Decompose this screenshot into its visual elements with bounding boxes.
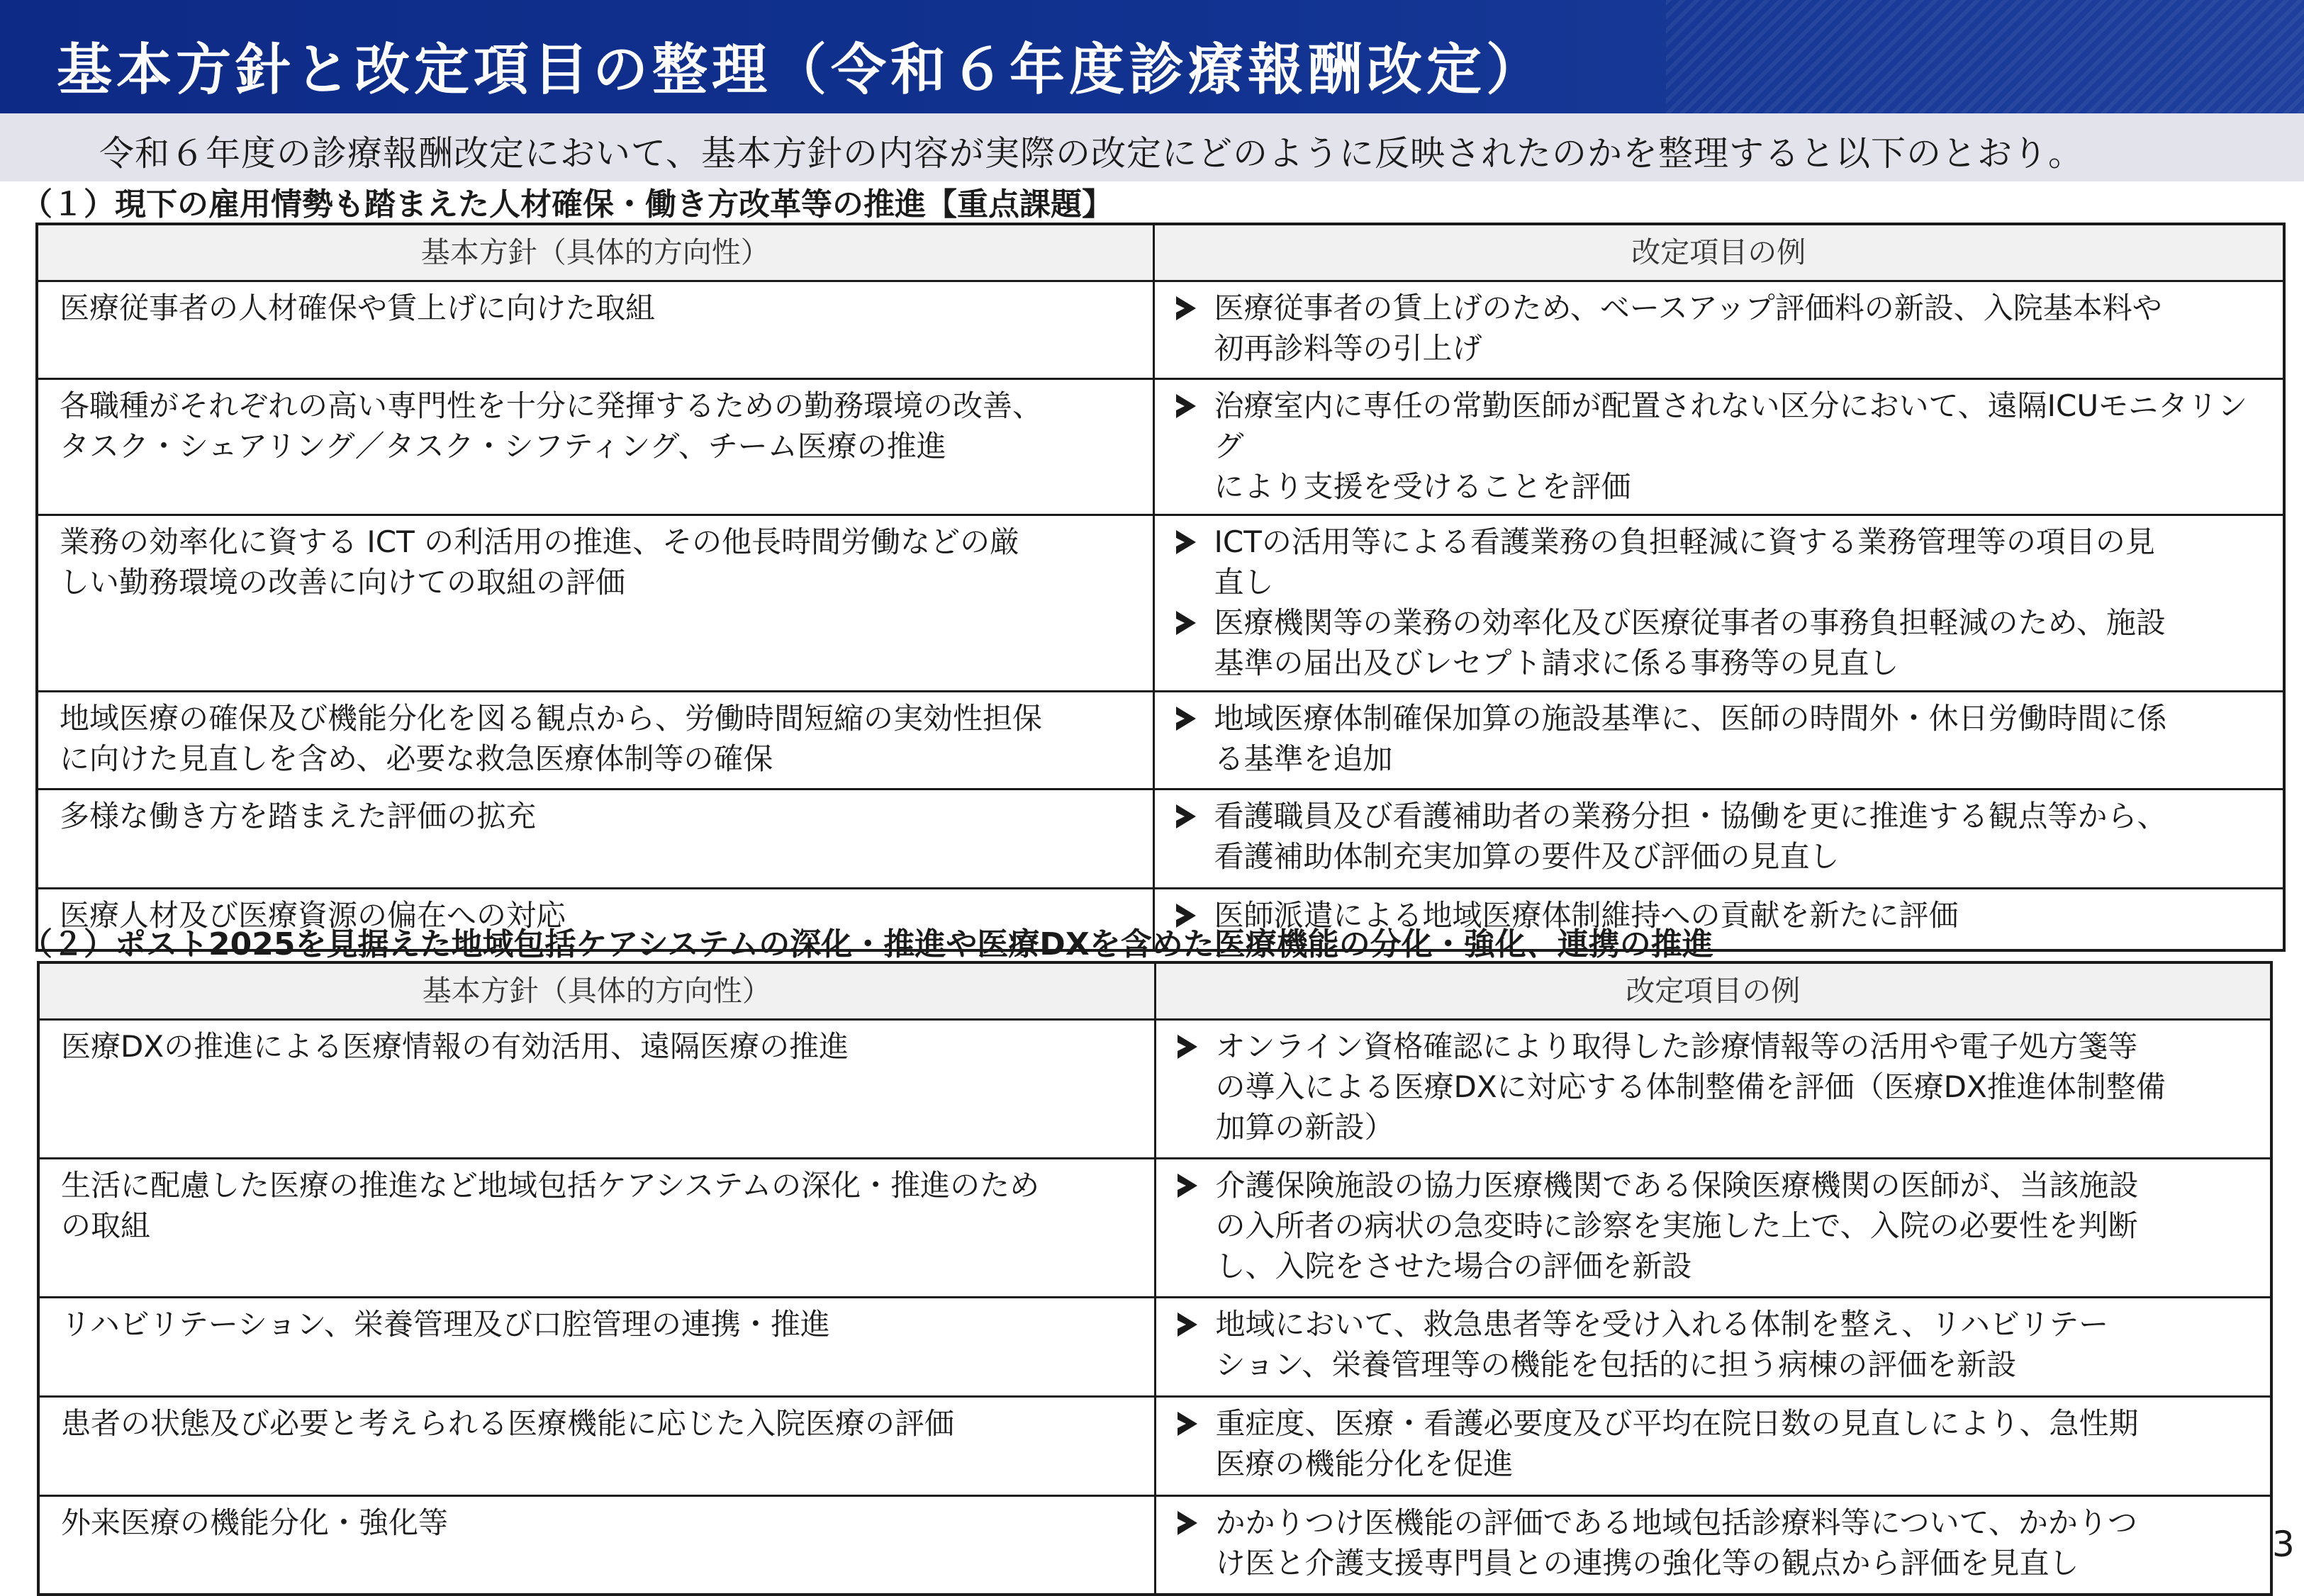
page-number: 3 [2272,1524,2295,1565]
policy-cell [37,378,1153,515]
revision-item [1176,386,2265,507]
revision-item-list [1176,698,2265,779]
policy-text-line: 医療DXの推進による医療情報の有効活用、遠隔医療の推進 [61,1028,849,1064]
revision-item-text-line: し、入院をさせた場合の評価を新設 [1215,1248,1692,1283]
revision-item-text-line: 加算の新設） [1215,1109,1394,1145]
revision-item-text-line: の導入による医療DXに対応する体制整備を評価（医療DX推進体制整備 [1215,1069,2166,1104]
column-header-items: 改定項目の例 [1153,224,2284,281]
policy-cell [37,515,1153,691]
table-row [37,378,2284,515]
section-2-table [37,961,2273,1596]
revision-item-list [1178,1304,2252,1385]
table-row [38,1495,2271,1595]
revision-item [1178,1403,2252,1484]
policy-text-line: 生活に配慮した医療の推進など地域包括ケアシステムの深化・推進のため [61,1167,1040,1203]
arrow-bullet-icon [1178,1313,1197,1337]
arrow-bullet-icon [1178,1174,1197,1198]
revision-item [1178,1026,2252,1147]
arrow-bullet-icon [1176,530,1196,554]
revision-item-list [1176,288,2265,369]
arrow-bullet-icon [1176,707,1196,731]
revision-item-text-line: ション、栄養管理等の機能を包括的に担う病棟の評価を新設 [1215,1347,2017,1382]
section-1-table [35,223,2286,952]
revision-item-list [1176,522,2265,683]
table-row [37,789,2284,888]
revision-item-list [1178,1165,2252,1286]
policy-cell [38,1019,1155,1158]
revision-items-cell [1155,1158,2271,1297]
policy-cell [37,281,1153,378]
arrow-bullet-icon [1176,611,1196,635]
revision-item-text-line: 治療室内に専任の常勤医師が配置されない区分において、遠隔ICUモニタリング [1214,388,2248,463]
table-row [37,691,2284,789]
revision-item-text-line: 初再診料等の引上げ [1214,330,1482,366]
column-header-items: 改定項目の例 [1155,962,2271,1019]
revision-item-text-line: ICTの活用等による看護業務の負担軽減に資する業務管理等の項目の見 [1214,524,2155,559]
revision-item-text-line: 医療従事者の賃上げのため、ベースアップ評価料の新設、入院基本料や [1214,290,2162,325]
revision-item-text-line: 地域医療体制確保加算の施設基準に、医師の時間外・休日労働時間に係 [1214,700,2167,736]
revision-item-list [1178,1403,2252,1484]
arrow-bullet-icon [1176,296,1196,320]
policy-text-line: 多様な働き方を踏まえた評価の拡充 [60,798,537,833]
revision-item-text-line: オンライン資格確認により取得した診療情報等の活用や電子処方箋等 [1215,1028,2138,1064]
revision-item-text-line: 医師派遣による地域医療体制維持への貢献を新たに評価 [1214,897,1959,933]
table-header-row [38,962,2271,1019]
page-title: 基本方針と改定項目の整理（令和６年度診療報酬改定） [57,38,1546,102]
section-2-heading: （２）ポスト2025を見据えた地域包括ケアシステムの深化・推進や医療DXを含めた医療機能の分化・強化、連携の推進 [21,926,1713,962]
revision-items-cell [1153,691,2284,789]
revision-item-text-line: 直し [1214,564,1274,600]
policy-cell [38,1495,1155,1595]
revision-item [1176,288,2265,369]
column-header-policy: 基本方針（具体的方向性） [38,962,1155,1019]
revision-item [1178,1304,2252,1385]
revision-item-text-line: 地域において、救急患者等を受け入れる体制を整え、リハビリテー [1215,1306,2109,1342]
revision-item-text-line: 基準の届出及びレセプト請求に係る事務等の見直し [1214,645,1899,680]
revision-items-cell [1155,1495,2271,1595]
table-row [37,515,2284,691]
policy-text-line: しい勤務環境の改善に向けての取組の評価 [60,564,626,600]
policy-text-line: 医療従事者の人材確保や賃上げに向けた取組 [60,290,656,325]
revision-items-cell [1153,378,2284,515]
policy-text-line: タスク・シェアリング／タスク・シフティング、チーム医療の推進 [60,428,946,463]
policy-cell [38,1158,1155,1297]
section-1-heading: （１）現下の雇用情勢も踏まえた人材確保・働き方改革等の推進【重点課題】 [21,186,1113,223]
policy-cell [37,789,1153,888]
arrow-bullet-icon [1176,804,1196,828]
revision-item-text-line: 重症度、医療・看護必要度及び平均在院日数の見直しにより、急性期 [1215,1405,2139,1441]
table-row [38,1019,2271,1158]
revision-items-cell [1155,1396,2271,1495]
revision-item [1176,698,2265,779]
revision-items-cell [1153,515,2284,691]
policy-text-line: 業務の効率化に資する ICT の利活用の推進、その他長時間労働などの厳 [60,524,1020,559]
revision-item [1178,1502,2252,1583]
revision-items-cell [1153,281,2284,378]
revision-item [1178,1165,2252,1286]
policy-text-line: リハビリテーション、栄養管理及び口腔管理の連携・推進 [61,1306,830,1342]
revision-item [1176,796,2265,877]
policy-text-line: の取組 [61,1208,151,1243]
revision-item-list [1176,386,2265,507]
revision-items-cell [1155,1297,2271,1396]
policy-text-line: 地域医療の確保及び機能分化を図る観点から、労働時間短縮の実効性担保 [60,700,1043,736]
revision-items-cell [1153,789,2284,888]
policy-cell [38,1297,1155,1396]
revision-item-text-line: かかりつけ医機能の評価である地域包括診療料等について、かかりつ [1215,1505,2137,1540]
policy-text-line: 患者の状態及び必要と考えられる医療機能に応じた入院医療の評価 [61,1405,955,1441]
revision-item-text-line: 医療機関等の業務の効率化及び医療従事者の事務負担軽減のため、施設 [1214,605,2166,640]
policy-text-line: 外来医療の機能分化・強化等 [61,1505,449,1540]
revision-item-text-line: により支援を受けることを評価 [1214,468,1631,504]
revision-item [1176,522,2265,602]
policy-text-line: に向けた見直しを含め、必要な救急医療体制等の確保 [60,741,773,776]
revision-item [1176,602,2265,683]
revision-item-list [1178,1026,2252,1147]
column-header-policy: 基本方針（具体的方向性） [37,224,1153,281]
arrow-bullet-icon [1178,1412,1197,1436]
policy-text-line: 医療人材及び医療資源の偏在への対応 [60,897,566,933]
table-row [37,281,2284,378]
revision-item-text-line: 医療の機能分化を促進 [1215,1446,1514,1481]
revision-item-text-line: る基準を追加 [1214,741,1393,776]
table-header-row [37,224,2284,281]
revision-item-list [1178,1502,2252,1583]
revision-items-cell [1155,1019,2271,1158]
revision-item-list [1176,796,2265,877]
table-row [38,1396,2271,1495]
policy-cell [37,691,1153,789]
revision-item-text-line: け医と介護支援専門員との連携の強化等の観点から評価を見直し [1215,1545,2079,1580]
table-row [38,1158,2271,1297]
table-row [38,1297,2271,1396]
revision-item-text-line: 看護職員及び看護補助者の業務分担・協働を更に推進する観点等から、 [1214,798,2167,833]
arrow-bullet-icon [1176,394,1196,418]
revision-item-text-line: の入所者の病状の急変時に診察を実施した上で、入院の必要性を判断 [1215,1208,2138,1243]
arrow-bullet-icon [1178,1035,1197,1059]
revision-item-text-line: 看護補助体制充実加算の要件及び評価の見直し [1214,838,1840,874]
revision-item-text-line: 介護保険施設の協力医療機関である保険医療機関の医師が、当該施設 [1215,1167,2139,1203]
intro-text: 令和６年度の診療報酬改定において、基本方針の内容が実際の改定にどのように反映されたのかを整理すると以下のとおり。 [99,133,2084,174]
policy-cell [38,1396,1155,1495]
policy-text-line: 各職種がそれぞれの高い専門性を十分に発揮するための勤務環境の改善、 [60,388,1043,423]
arrow-bullet-icon [1178,1511,1197,1535]
